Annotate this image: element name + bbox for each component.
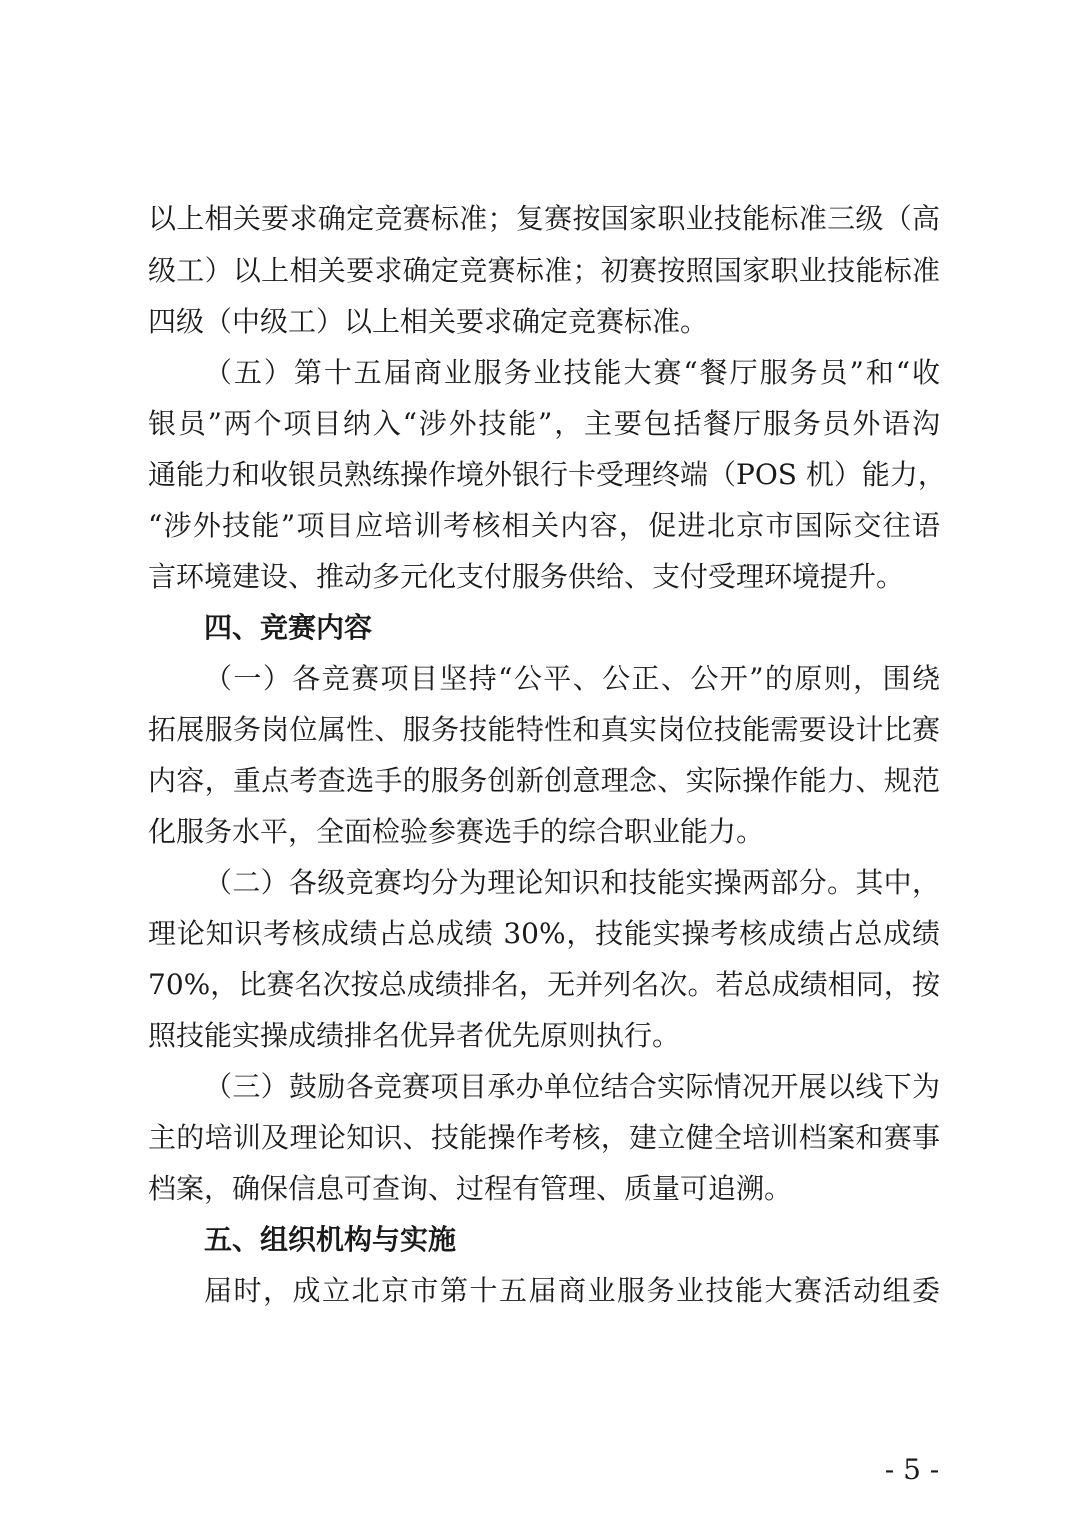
paragraph-line: 通能力和收银员熟练操作境外银行卡受理终端（POS 机）能力， (148, 458, 946, 491)
paragraph-line: 主的培训及理论知识、技能操作考核，建立健全培训档案和赛事 (148, 1121, 940, 1154)
page-number: - 5 - (884, 1453, 940, 1486)
paragraph-line: 照技能实操成绩排名优异者优先原则执行。 (148, 1019, 681, 1052)
section-heading: 五、组织机构与实施 (204, 1223, 457, 1256)
paragraph-line: 理论知识考核成绩占总成绩 30%，技能实操考核成绩占总成绩 (148, 917, 940, 950)
paragraph-line: 70%，比赛名次按总成绩排名，无并列名次。若总成绩相同，按 (148, 968, 940, 1001)
paragraph-line: （五）第十五届商业服务业技能大赛“餐厅服务员”和“收 (204, 356, 940, 389)
paragraph-line: （一）各竞赛项目坚持“公平、公正、公开”的原则，围绕 (204, 662, 940, 695)
paragraph-line: 以上相关要求确定竞赛标准；复赛按国家职业技能标准三级（高 (148, 202, 940, 235)
paragraph-line: 届时，成立北京市第十五届商业服务业技能大赛活动组委 (204, 1274, 940, 1307)
paragraph-line: 拓展服务岗位属性、服务技能特性和真实岗位技能需要设计比赛 (148, 713, 940, 746)
paragraph-line: （二）各级竞赛均分为理论知识和技能实操两部分。其中， (204, 866, 940, 899)
paragraph-line: 档案，确保信息可查询、过程有管理、质量可追溯。 (148, 1172, 793, 1205)
paragraph-line: 银员”两个项目纳入“涉外技能”，主要包括餐厅服务员外语沟 (148, 407, 940, 440)
paragraph-line: 四级（中级工）以上相关要求确定竞赛标准。 (148, 305, 709, 338)
section-heading: 四、竞赛内容 (204, 611, 373, 644)
paragraph-line: 内容，重点考查选手的服务创新创意理念、实际操作能力、规范 (148, 764, 940, 797)
paragraph-line: “涉外技能”项目应培训考核相关内容，促进北京市国际交往语 (148, 509, 940, 542)
paragraph-line: 言环境建设、推动多元化支付服务供给、支付受理环境提升。 (148, 560, 905, 593)
paragraph-line: 化服务水平，全面检验参赛选手的综合职业能力。 (148, 815, 765, 848)
paragraph-line: （三）鼓励各竞赛项目承办单位结合实际情况开展以线下为 (204, 1070, 940, 1103)
paragraph-line: 级工）以上相关要求确定竞赛标准；初赛按照国家职业技能标准 (148, 254, 940, 287)
